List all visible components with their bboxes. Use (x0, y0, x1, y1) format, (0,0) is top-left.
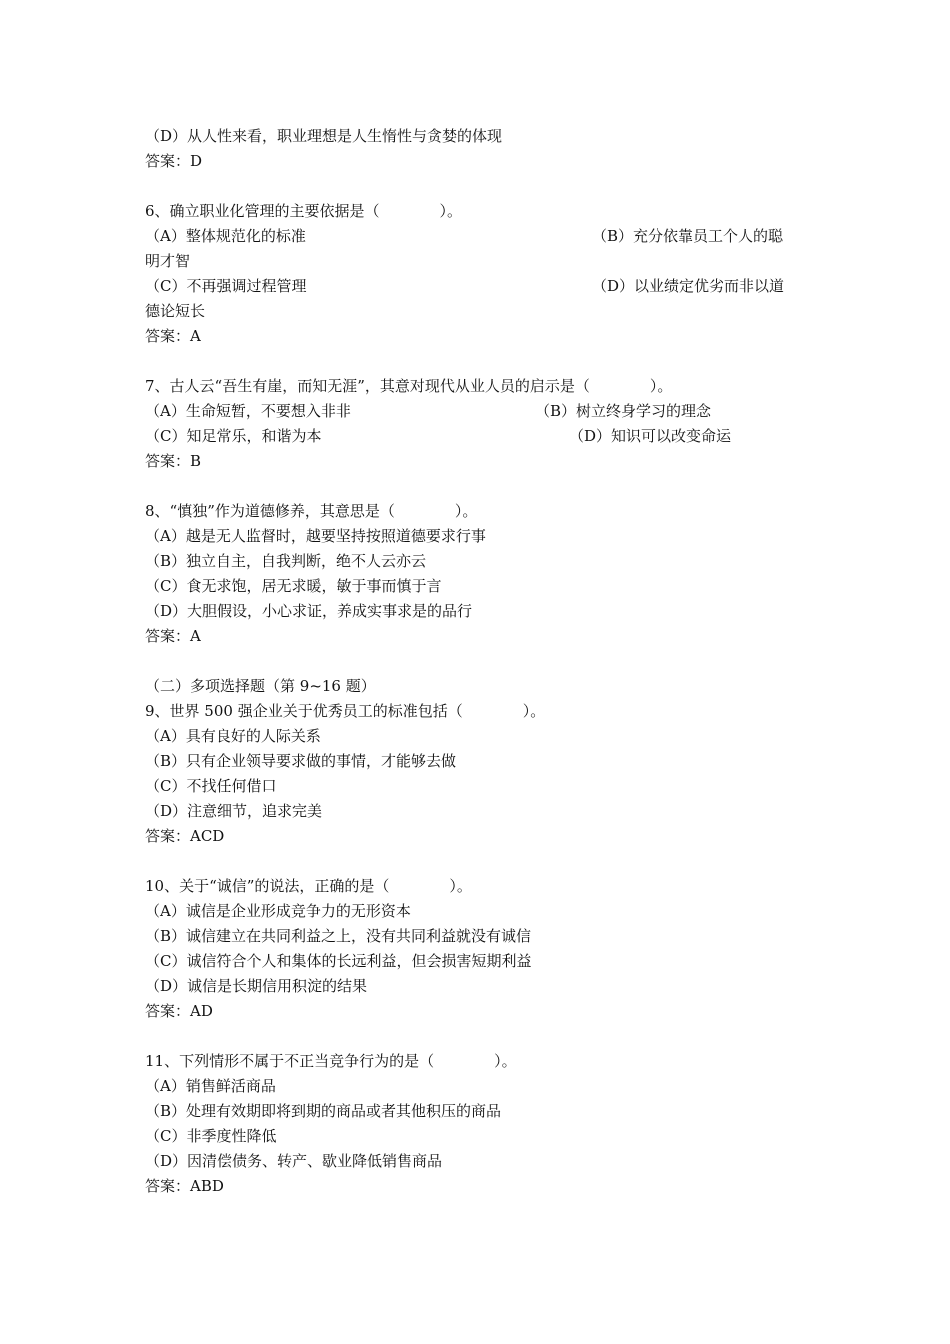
q10-option-c: （C）诚信符合个人和集体的长远利益，但会损害短期利益 (145, 952, 532, 970)
q6-option-b-continued: 明才智 (145, 252, 191, 270)
q6-question: 6、确立职业化管理的主要依据是（ ）。 (145, 202, 463, 220)
q6-answer: 答案：A (145, 327, 201, 345)
q11-option-b: （B）处理有效期即将到期的商品或者其他积压的商品 (145, 1102, 502, 1120)
q5-option-d: （D）从人性来看，职业理想是人生惰性与贪婪的体现 (145, 127, 503, 145)
q6-option-d-continued: 德论短长 (145, 302, 206, 320)
q10-option-d: （D）诚信是长期信用积淀的结果 (145, 977, 368, 995)
q8-option-a: （A）越是无人监督时，越要坚持按照道德要求行事 (145, 527, 486, 545)
section-heading: （二）多项选择题（第 9~16 题） (145, 677, 376, 695)
q8-option-c: （C）食无求饱，居无求暖，敏于事而慎于言 (145, 577, 442, 595)
q9-option-a: （A）具有良好的人际关系 (145, 727, 321, 745)
q11-option-d: （D）因清偿债务、转产、歇业降低销售商品 (145, 1152, 443, 1170)
q11-option-a: （A）销售鲜活商品 (145, 1077, 276, 1095)
q8-answer: 答案：A (145, 627, 201, 645)
q9-answer: 答案：ACD (145, 827, 225, 845)
q5-answer: 答案：D (145, 152, 203, 170)
q7-option-c: （C）知足常乐，和谐为本 (145, 427, 322, 445)
q7-row-cd (145, 424, 825, 449)
q11-option-c: （C）非季度性降低 (145, 1127, 277, 1145)
q11-answer: 答案：ABD (145, 1177, 224, 1195)
q11-question: 11、下列情形不属于不正当竞争行为的是（ ）。 (145, 1052, 517, 1070)
q9-option-c: （C）不找任何借口 (145, 777, 277, 795)
q6-row-ab (145, 224, 825, 249)
q7-row-ab (145, 399, 825, 424)
q8-option-b: （B）独立自主，自我判断，绝不人云亦云 (145, 552, 427, 570)
q10-option-a: （A）诚信是企业形成竞争力的无形资本 (145, 902, 411, 920)
q10-option-b: （B）诚信建立在共同利益之上，没有共同利益就没有诚信 (145, 927, 532, 945)
q7-question: 7、古人云“吾生有崖，而知无涯”，其意对现代从业人员的启示是（ ）。 (145, 377, 673, 395)
q6-option-d: （D）以业绩定优劣而非以道 (592, 277, 785, 295)
q7-option-d: （D）知识可以改变命运 (569, 427, 732, 445)
q8-option-d: （D）大胆假设，小心求证，养成实事求是的品行 (145, 602, 473, 620)
q7-answer: 答案：B (145, 452, 202, 470)
q6-row-cd (145, 274, 825, 299)
q8-question: 8、“慎独”作为道德修养，其意思是（ ）。 (145, 502, 478, 520)
q6-option-a: （A）整体规范化的标准 (145, 227, 306, 245)
q10-answer: 答案：AD (145, 1002, 213, 1020)
q7-option-a: （A）生命短暂，不要想入非非 (145, 402, 351, 420)
q9-option-d: （D）注意细节，追求完美 (145, 802, 323, 820)
q6-option-c: （C）不再强调过程管理 (145, 277, 307, 295)
q6-option-b: （B）充分依靠员工个人的聪 (592, 227, 784, 245)
q7-option-b: （B）树立终身学习的理念 (535, 402, 712, 420)
q10-question: 10、关于“诚信”的说法，正确的是（ ）。 (145, 877, 472, 895)
document-page (145, 124, 825, 1199)
q9-option-b: （B）只有企业领导要求做的事情，才能够去做 (145, 752, 457, 770)
q9-question: 9、世界 500 强企业关于优秀员工的标准包括（ ）。 (145, 702, 546, 720)
